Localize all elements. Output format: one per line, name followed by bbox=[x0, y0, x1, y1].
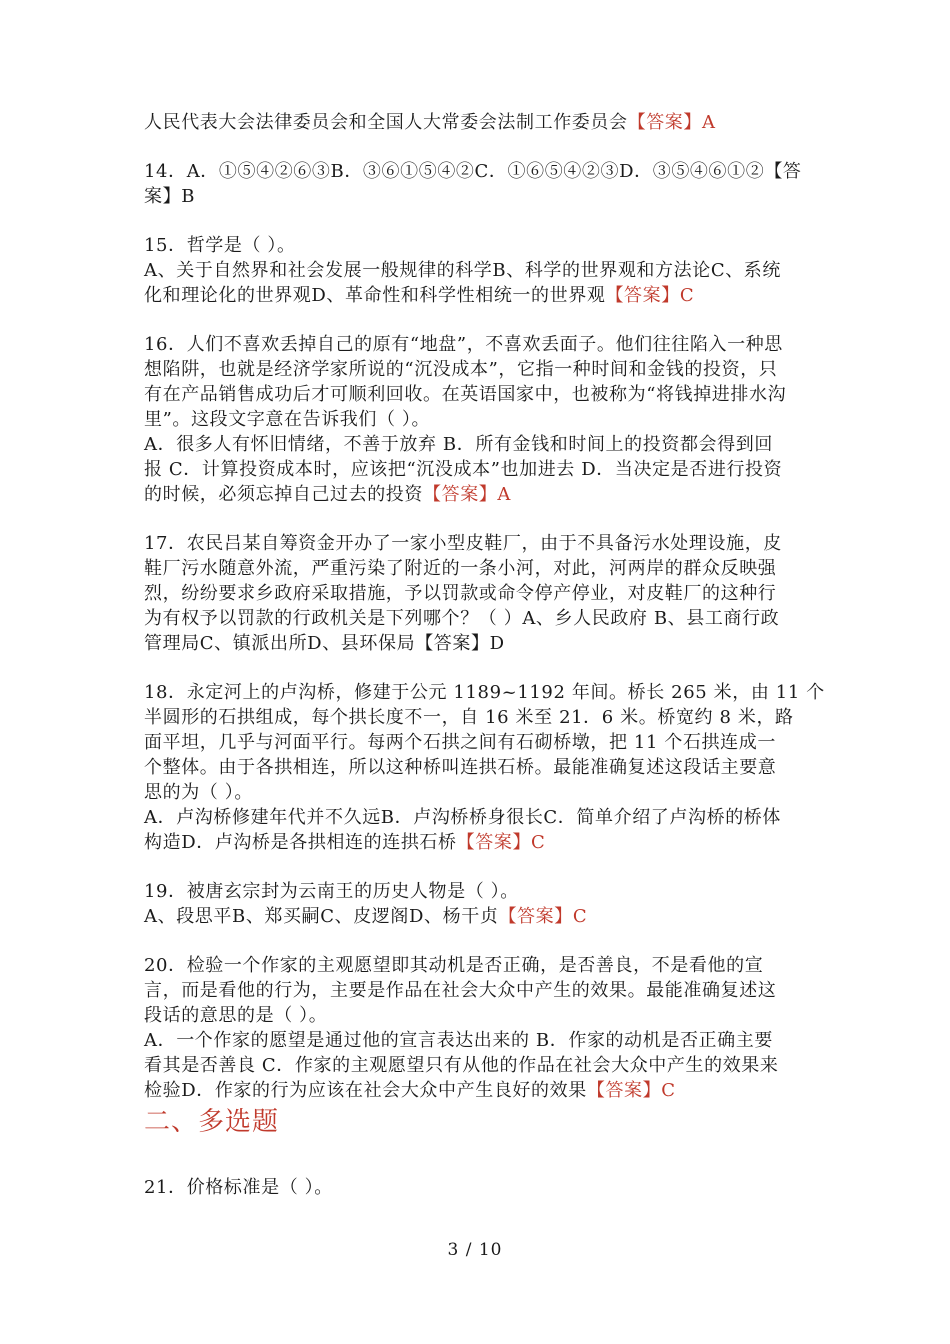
question-line: 思的为（ ）。 bbox=[144, 782, 253, 803]
question-line: 为有权予以罚款的行政机关是下列哪个？（ ）A、乡人民政府 B、县工商行政 bbox=[144, 608, 780, 629]
question-line: A．卢沟桥修建年代并不久远B．卢沟桥桥身很长C．简单介绍了卢沟桥的桥体 bbox=[144, 807, 781, 828]
answer-label: 【答案】 bbox=[456, 832, 532, 853]
question-line: 人民代表大会法律委员会和全国人大常委会法制工作委员会【答案】A bbox=[144, 112, 716, 133]
answer-label: 【答案】 bbox=[423, 484, 498, 505]
question-line: 看其是否善良 C．作家的主观愿望只有从他的作品在社会大众中产生的效果来 bbox=[144, 1055, 779, 1076]
question-line: 个整体。由于各拱相连，所以这种桥叫连拱石桥。最能准确复述这段话主要意 bbox=[144, 757, 777, 778]
question-line: 管理局C、镇派出所D、县环保局【答案】D bbox=[144, 633, 505, 654]
question-line: A、关于自然界和社会发展一般规律的科学B、科学的世界观和方法论C、系统 bbox=[144, 260, 781, 281]
question-line: 段话的意思的是（ ）。 bbox=[144, 1005, 328, 1026]
question-line: 有在产品销售成功后才可顺利回收。在英语国家中，也被称为“将钱掉进排水沟 bbox=[144, 384, 787, 405]
question-q19 bbox=[144, 879, 812, 929]
document-body bbox=[144, 110, 825, 1224]
question-q18 bbox=[144, 680, 825, 855]
question-line: 检验D．作家的行为应该在社会大众中产生良好的效果【答案】C bbox=[144, 1080, 676, 1101]
question-line: 16．人们不喜欢丢掉自己的原有“地盘”，不喜欢丢面子。他们往往陷入一种思 bbox=[144, 334, 783, 355]
question-line: 面平坦，几乎与河面平行。每两个石拱之间有石砌桥墩，把 11 个石拱连成一 bbox=[144, 732, 776, 753]
answer-label: 【答案】 bbox=[586, 1080, 662, 1101]
question-list bbox=[144, 110, 825, 1103]
answer-value: C bbox=[531, 832, 546, 853]
answer-value: A bbox=[702, 112, 716, 133]
question-q16 bbox=[144, 332, 812, 507]
question-line: A．一个作家的愿望是通过他的宣言表达出来的 B．作家的动机是否正确主要 bbox=[144, 1030, 773, 1051]
answer-value: A bbox=[497, 484, 512, 505]
answer-value: C bbox=[679, 285, 695, 306]
answer-label: 【答案】 bbox=[498, 906, 573, 927]
question-line: A、段思平B、郑买嗣C、皮逻阁D、杨干贞【答案】C bbox=[144, 906, 588, 927]
section-heading: 二、多选题 bbox=[144, 1107, 280, 1137]
question-line: 18．永定河上的卢沟桥，修建于公元 1189~1192 年间。桥长 265 米，由 11 个 bbox=[144, 682, 825, 703]
question-line: 的时候，必须忘掉自己过去的投资【答案】A bbox=[144, 484, 512, 505]
question-line: 报 C．计算投资成本时，应该把“沉没成本”也加进去 D．当决定是否进行投资 bbox=[144, 459, 783, 480]
question-q20 bbox=[144, 953, 812, 1103]
question-line: 20．检验一个作家的主观愿望即其动机是否正确，是否善良，不是看他的宣 bbox=[144, 955, 764, 976]
question-line: 言，而是看他的行为，主要是作品在社会大众中产生的效果。最能准确复述这 bbox=[144, 980, 777, 1001]
question-cont-13 bbox=[144, 110, 812, 135]
question-line: 烈，纷纷要求乡政府采取措施，予以罚款或命令停产停业，对皮鞋厂的这种行 bbox=[144, 583, 777, 604]
question-q15 bbox=[144, 233, 812, 308]
question-line: 半圆形的石拱组成，每个拱长度不一，自 16 米至 21．6 米。桥宽约 8 米，路 bbox=[144, 707, 794, 728]
question-line: 鞋厂污水随意外流，严重污染了附近的一条小河，对此，河两岸的群众反映强 bbox=[144, 558, 777, 579]
question-line: 17．农民吕某自筹资金开办了一家小型皮鞋厂，由于不具备污水处理设施，皮 bbox=[144, 533, 782, 554]
question-q14 bbox=[144, 159, 812, 209]
question-21: 21．价格标准是（ ）。 bbox=[144, 1177, 333, 1198]
question-line: 案】B bbox=[144, 186, 196, 207]
answer-value: C bbox=[572, 906, 588, 927]
question-q17 bbox=[144, 531, 812, 656]
question-line: 15．哲学是（ ）。 bbox=[144, 235, 296, 256]
answer-value: C bbox=[661, 1080, 676, 1101]
question-line: 里”。这段文字意在告诉我们（ ）。 bbox=[144, 409, 431, 430]
question-line: 14．A．①⑤④②⑥③B．③⑥①⑤④②C．①⑥⑤④②③D．③⑤④⑥①②【答 bbox=[144, 161, 802, 182]
question-line: A．很多人有怀旧情绪，不善于放弃 B．所有金钱和时间上的投资都会得到回 bbox=[144, 434, 773, 455]
answer-label: 【答案】 bbox=[605, 285, 680, 306]
page-number: 3 / 10 bbox=[447, 1240, 503, 1260]
answer-label: 【答案】 bbox=[627, 112, 703, 133]
question-line: 想陷阱，也就是经济学家所说的“沉没成本”，它指一种时间和金钱的投资，只 bbox=[144, 359, 778, 380]
question-line: 化和理论化的世界观D、革命性和科学性相统一的世界观【答案】C bbox=[144, 285, 695, 306]
question-line: 构造D．卢沟桥是各拱相连的连拱石桥【答案】C bbox=[144, 832, 546, 853]
question-line: 19．被唐玄宗封为云南王的历史人物是（ ）。 bbox=[144, 881, 519, 902]
